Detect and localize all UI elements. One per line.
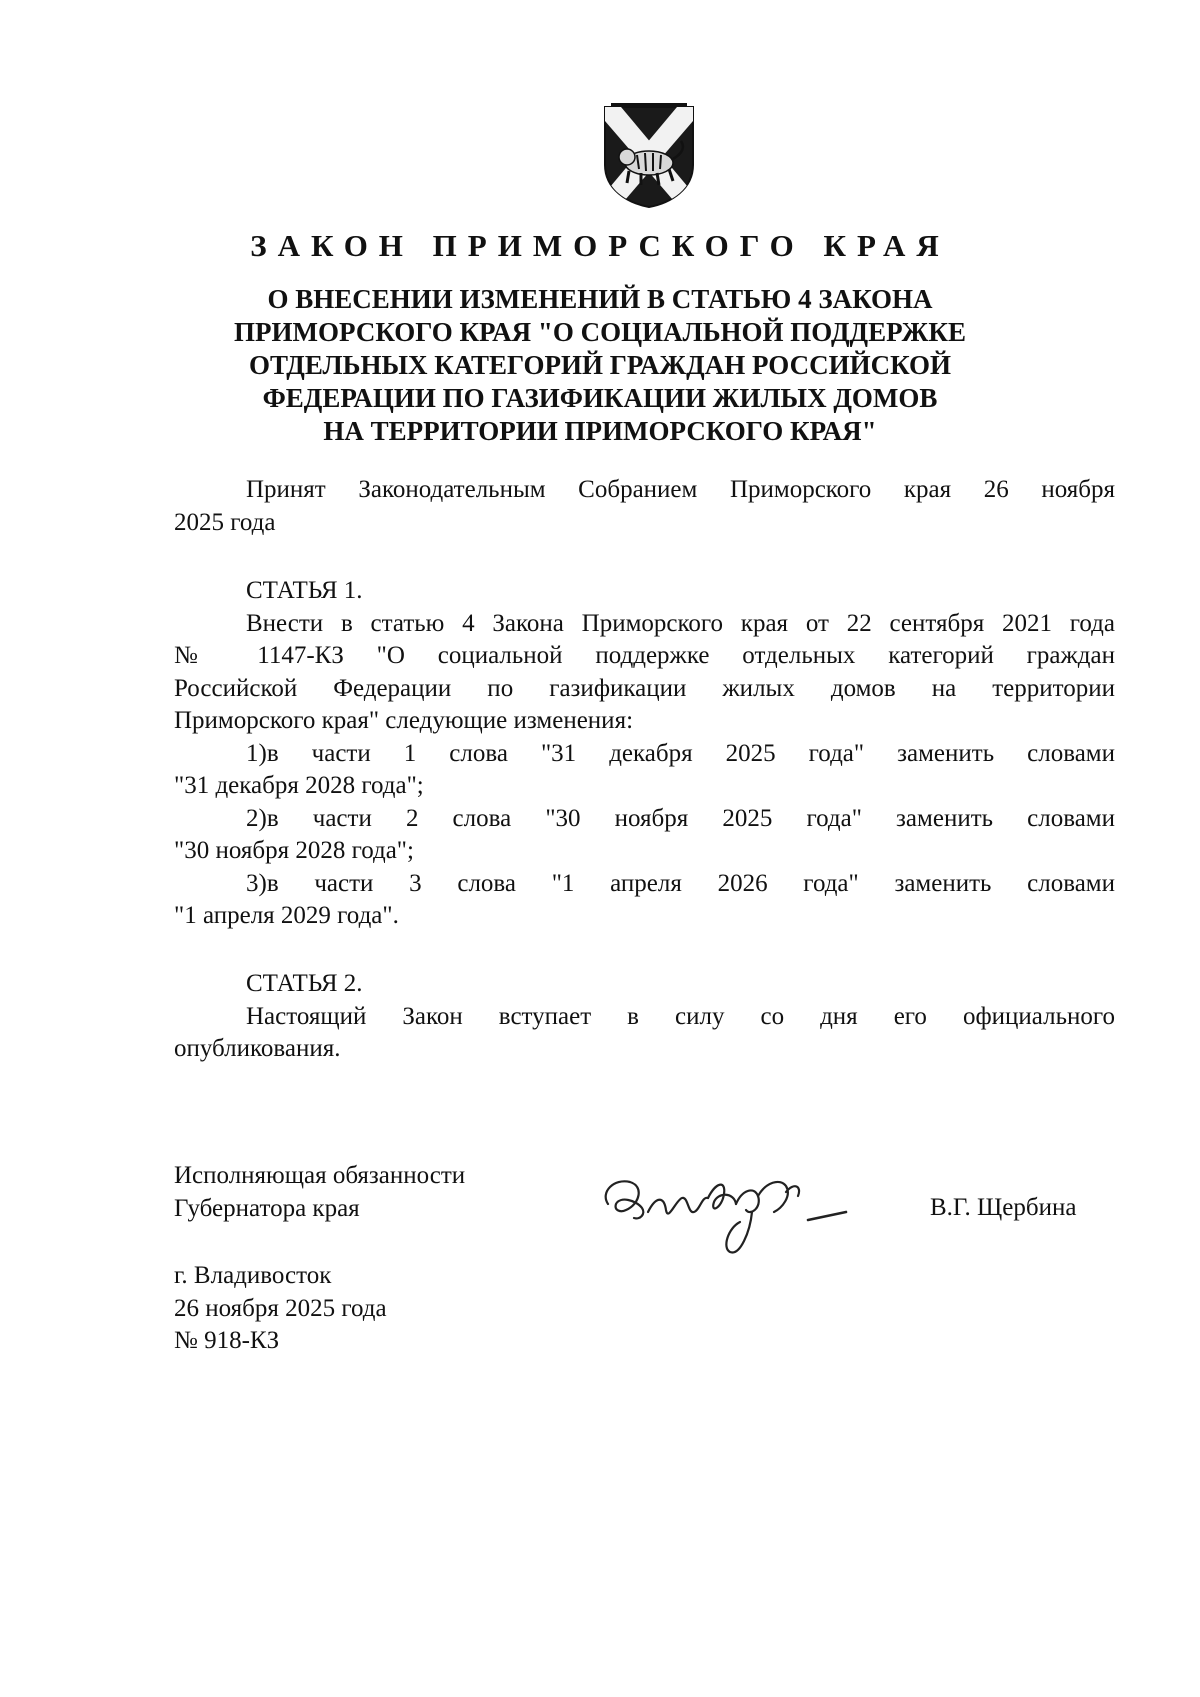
amendment-item: 3)в части 3 слова "1 апреля 2026 года" заменить словами — [246, 869, 1115, 897]
date: 26 ноября 2025 года — [174, 1294, 387, 1322]
adoption-line: Принят Законодательным Собранием Приморского края 26 ноября — [246, 476, 1115, 503]
article-text-line: Приморского края" следующие изменения: — [174, 707, 634, 734]
subtitle-line: ПРИМОРСКОГО КРАЯ "О СОЦИАЛЬНОЙ ПОДДЕРЖКЕ — [234, 317, 966, 347]
amendment-item: 1)в части 1 слова "31 декабря 2025 года" заменить словами — [246, 739, 1115, 767]
article-heading: СТАТЬЯ 2. — [246, 970, 363, 997]
article-text-line: Внести в статью 4 Закона Приморского края от 22 сентября 2021 года — [246, 609, 1115, 637]
law-number: № 918-КЗ — [174, 1327, 280, 1354]
amendment-item: 2)в части 2 слова "30 ноября 2025 года" заменить словами — [246, 804, 1115, 832]
amendment-item-cont: "30 ноября 2028 года"; — [174, 837, 414, 864]
article-text-line: опубликования. — [174, 1035, 341, 1062]
amendment-item-cont: "31 декабря 2028 года"; — [174, 772, 424, 799]
law-title: ЗАКОН ПРИМОРСКОГО КРАЯ — [250, 228, 950, 263]
subtitle-line: ФЕДЕРАЦИИ ПО ГАЗИФИКАЦИИ ЖИЛЫХ ДОМОВ — [262, 383, 938, 413]
amendment-item-cont: "1 апреля 2029 года". — [174, 902, 399, 929]
article-text-line: Настоящий Закон вступает в силу со дня его официального — [246, 1002, 1115, 1030]
handwritten-signature-icon — [590, 1152, 890, 1272]
city: г. Владивосток — [174, 1262, 332, 1289]
law-subtitle — [150, 283, 1050, 448]
article-heading: СТАТЬЯ 1. — [246, 577, 363, 604]
coat-of-arms-icon — [599, 103, 699, 209]
article-text-line: № 1147-КЗ "О социальной поддержке отдельных категорий граждан — [174, 642, 1115, 669]
article-1 — [174, 575, 1115, 933]
article-2 — [174, 968, 1115, 1066]
law-place-date-number — [174, 1260, 387, 1358]
subtitle-line: ОТДЕЛЬНЫХ КАТЕГОРИЙ ГРАЖДАН РОССИЙСКОЙ — [248, 350, 952, 380]
signatory-position — [174, 1160, 465, 1225]
article-text-line: Российской Федерации по газификации жилых домов на территории — [174, 674, 1115, 702]
adoption-note — [174, 474, 1115, 539]
position-line: Губернатора края — [174, 1194, 360, 1222]
subtitle-line: О ВНЕСЕНИИ ИЗМЕНЕНИЙ В СТАТЬЮ 4 ЗАКОНА — [267, 284, 933, 314]
position-line: Исполняющая обязанности — [174, 1162, 466, 1189]
signatory-name: В.Г. Щербина — [930, 1194, 1077, 1221]
adoption-line: 2025 года — [174, 508, 276, 536]
subtitle-line: НА ТЕРРИТОРИИ ПРИМОРСКОГО КРАЯ" — [323, 416, 877, 446]
